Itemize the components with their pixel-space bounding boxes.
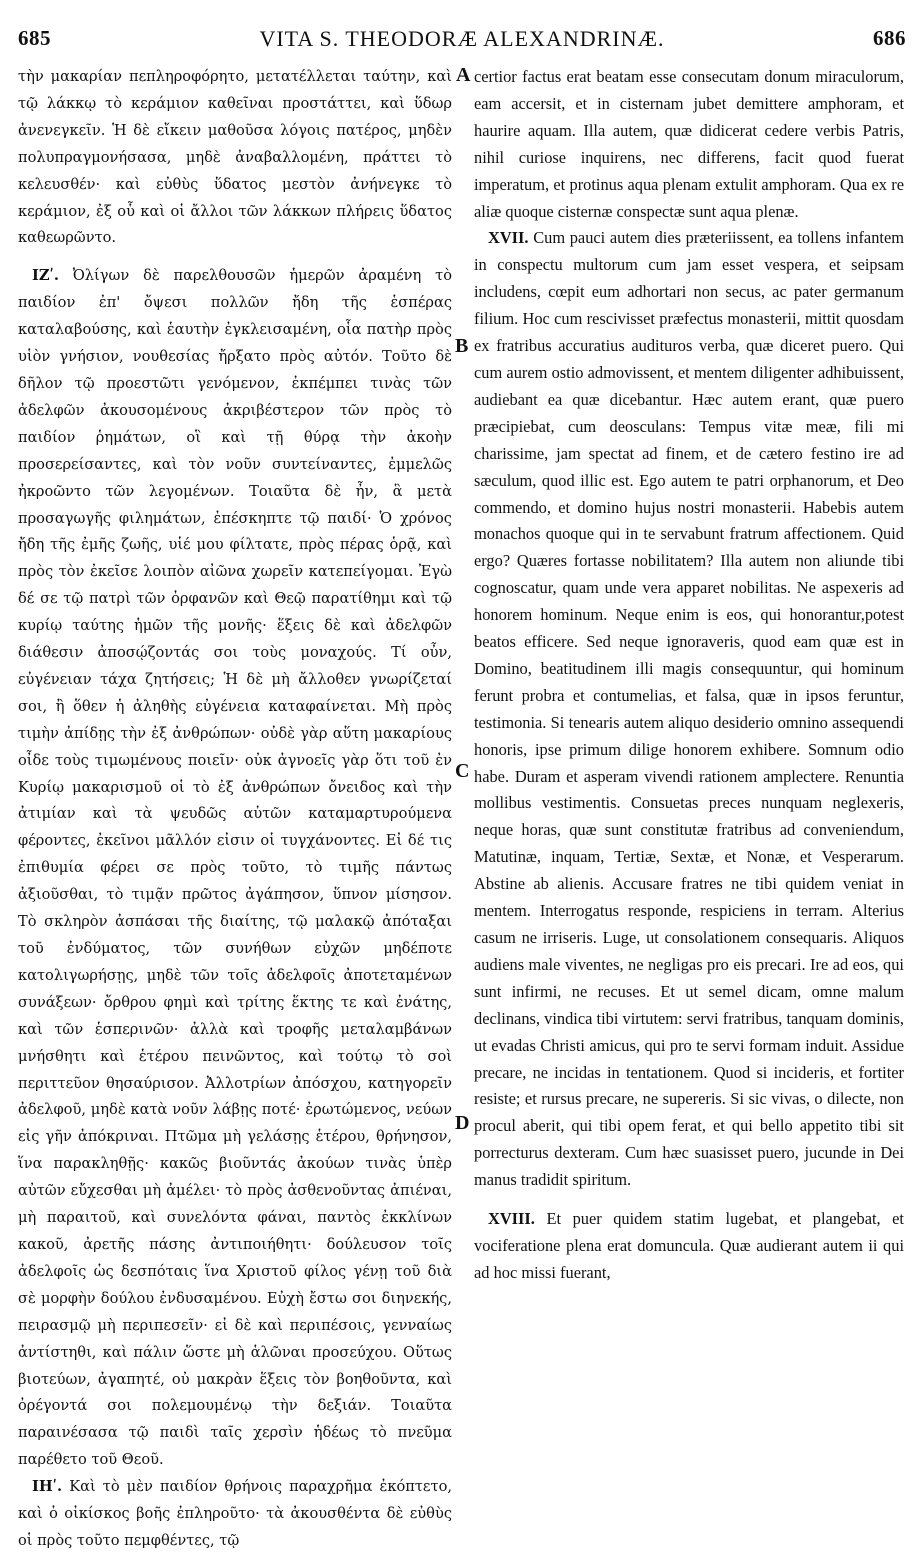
latin-section-18-number: XVIII. [488, 1209, 535, 1229]
greek-paragraph-1: τὴν μακαρίαν πεπληροφόρητο, μετατέλλεται ταύτην, καὶ τῷ λάκκῳ τὸ κεράμιον καθεῖναι προστάττει, καὶ ὕδωρ ἀνενεγκεῖν. Ἡ δὲ εἴκειν μαθοῦσα λόγοις πατέρος, μηδὲν πολυπραγμονήσασα, μηδὲ ἀναβαλλομένη, πράττει τὸ κελευσθέν· καὶ εὐθὺς ὕδατος μεστὸν ἀνήνεγκε τὸ κεράμιον, ἐξ οὗ καὶ οἱ ἄλλοι τῶν λάκκων πλήρεις ὕδατος καθεωρῶντο. [18, 68, 452, 247]
latin-section-18-text: Et puer quidem statim lugebat, et plangebat, et vociferatione plena erat domuncula. Quæ audierant autem ii qui ad hoc missi fuerant, [474, 1209, 904, 1282]
margin-letter-a: A [456, 64, 471, 86]
margin-letter-b: B [455, 335, 469, 357]
greek-section-18-text: Καὶ τὸ μὲν παιδίον θρήνοις παραχρῆμα ἐκόπτετο, καὶ ὁ οἰκίσκος βοῆς ἐπληροῦτο· τὰ ἀκουσθέντα δὲ εὐθὺς οἱ πρὸς τοῦτο πεμφθέντες, τῷ [18, 1478, 452, 1549]
page-number-left: 685 [18, 26, 51, 50]
page-header [18, 26, 906, 56]
latin-section-18 [474, 1206, 904, 1287]
greek-section-17 [18, 263, 452, 1474]
latin-column [474, 64, 904, 1287]
greek-column [18, 64, 452, 1555]
margin-letter-d: D [455, 1112, 470, 1134]
running-title: VITA S. THEODORÆ ALEXANDRINÆ. [259, 26, 665, 51]
latin-section-17 [474, 225, 904, 1194]
latin-section-17-text: Cum pauci autem dies præteriissent, ea tollens infantem in conspectu multorum cum jam esset vespera, et seipsam includens, cœpit eum adhortari non secus, ac pater germanum filium. Hoc cum rescivisset præfectus monasterii, mittit quosdam ex fratribus accuratius audituros verba, quæ diceret puero. Qui cum aurem ostio admovissent, et mentem diligenter adhibuissent, audiebant ea quæ dicebantur. Hæc autem erant, quæ puero præcipiebat, cum deosculans: Tempus vitæ meæ, fili mi charissime, jam spectat ad finem, et de cætero festino ire ad sæculum, quod illic est. Ego autem te patri orphanorum, et Deo commendo, et domino hujus nostri monasterii. Habebis autem monachos quoque qui in te servabunt fratrum affectionem. Quid ergo? Quæres fortasse nobilitatem? Illa autem non aliunde tibi cognoscatur, quam unde vera apparet nobilitas. Ne aspexeris ad honorem hominum. Neque enim is eos, qui honorantur,potest beatos efficere. Sed neque ignoraveris, quod eam quæ est in Domino, beatitudinem illi magis consequuntur, qui hominum ferunt probra et contumelias, et falsa, quæ in ipsos feruntur, testimonia. Si tenearis autem aliquo desiderio omnino assequendi honoris, ipse primum dilige honorem exhibere. Somnum odio habe. Duram et asperam vivendi rationem amplectere. Renuntia mollibus vestimentis. Consuetas preces nunquam neglexeris, neque horas, quæ sunt constitutæ fratribus ad conveniendum, Matutinæ, inquam, Tertiæ, Sextæ, et Nonæ, et Vesperarum. Abstine ab alienis. Accusare fratres ne tibi quidem veniat in mentem. Interrogatus responde, respiciens in terram. Alterius casum ne irriseris. Luge, ut consolationem consequaris. Aliquos audiens male viventes, ne negligas pro eis precari. Ire ad eos, qui sunt infirmi, ne recuses. Et ut semel dicam, omne malum declinans, vindica tibi virtutem: servi fratribus, tanquam dominis, ut evadas Christi amicus, qui pro te servi formam induit. Assidue precare, ne incidas in tentationem. Quod si incideris, et fortiter resiste; et rursus precare, ne supereris. Si sic vivas, o dilecte, non procul aberit, qui tibi opem ferat, et qui bello appetito tibi sit porrecturus dexteram. Cum hæc suasisset puero, jucunde in Dei manus tradidit spiritum. [474, 228, 904, 1190]
margin-letter-c: C [455, 760, 470, 782]
greek-section-18 [18, 1474, 452, 1555]
latin-paragraph-1: certior factus erat beatam esse consecutam donum miraculorum, eam accersit, et in cisternam jubet demittere amphoram, et haurire aquam. Illa autem, quæ didicerat cedere verbis Patris, nihil curiose inquirens, nec differens, facit quod fuerat imperatum, et protinus aqua plenam extulit amphoram. Qua ex re aliæ quoque cisternæ conspectæ sunt aqua plenæ. [474, 67, 904, 221]
greek-section-17-number: ΙΖʹ. [32, 267, 59, 285]
latin-section-17-number: XVII. [488, 228, 529, 248]
greek-section-18-number: ΙΗʹ. [32, 1478, 63, 1496]
greek-section-17-text: Ὀλίγων δὲ παρελθουσῶν ἡμερῶν ἀραμένη τὸ παιδίον ἐπ' ὄψεσι πολλῶν ἤδη τῆς ἑσπέρας καταλαβούσης, καὶ ἑαυτὴν ἐγκλεισαμένη, οἷα πατὴρ πρὸς υἱὸν γνήσιον, νουθεσίας ἤρξατο πρὸς αὐτόν. Τοῦτο δὲ δῆλον τῷ προεστῶτι γενόμενον, ἐκπέμπει τινὰς τῶν ἀδελφῶν ἀκουσομένους ἀκριβέστερον τῶν πρὸς τὸ παιδίον ῥημάτων, οἳ καὶ τῇ θύρᾳ τὴν ἀκοὴν προσερείσαντες, καὶ τὸν νοῦν συντείναντες, ἐμμελῶς ἠκροῶντο τῶν λεγομένων. Τοιαῦτα δὲ ἦν, ἃ μετὰ προσαγωγῆς φιλημάτων, ἐπέσκηπτε τῷ παιδί· Ὁ χρόνος ἤδη τῆς ἐμῆς ζωῆς, υἱέ μου φίλτατε, πρὸς πέρας ὁρᾷ, καὶ πρὸς τὸν ἐκεῖσε λοιπὸν αἰῶνα χωρεῖν κατεπείγομαι. Ἐγὼ δέ σε τῷ πατρὶ τῶν ὀρφανῶν καὶ Θεῷ παρατίθημι καὶ τῷ κυρίῳ ταύτης ἡμῶν τῆς μονῆς· ἕξεις δὲ καὶ ἀδελφῶν διάθεσιν ἀποσῴζοντάς σοι τοὺς μοναχούς. Τί οὖν, εὐγένειαν τάχα ζητήσεις; Ἡ δὲ μὴ ἄλλοθεν γνωρίζεταί σοι, ἢ ὅθεν ἡ ἀληθὴς εὐγένεια καταφαίνεται. Μὴ πρὸς τιμὴν ἀπίδῃς τὴν ἐξ ἀνθρώπων· οὐδὲ γὰρ αὕτη μακαρίους οἶδε τοὺς τιμωμένους ποιεῖν· οὐκ ἀγνοεῖς γὰρ ὅτι τοῦ ἐν Κυρίῳ μακαρισμοῦ οἱ τὸ ἐξ ἀνθρώπων ὄνειδος καὶ τὴν ἀτιμίαν καὶ τὰ ψευδῶς αὐτῶν καταμαρτυρούμενα φέροντες, ἐκεῖνοι μᾶλλόν εἰσιν οἱ τυγχάνοντες. Εἰ δέ τις ἐπιθυμία φέρει σε πρὸς τοῦτο, τὸ τιμῆς πάντως ἀξιοῦσθαι, τὸ τιμᾷν πρῶτος ἀγάπησον, ὕπνον μίσησον. Τὸ σκληρὸν ἀσπάσαι τῆς διαίτης, τῷ μαλακῷ ἀπόταξαι τοῦ ἐνδύματος, τῶν συνήθων εὐχῶν μηδέποτε κατολιγωρήσῃς, μηδὲ τῶν τοῖς ἀδελφοῖς ἀποτεταμένων συνάξεων· ὄρθρου φημὶ καὶ τρίτης ἕκτης τε καὶ ἐνάτης, καὶ τῶν ἑσπερινῶν· ἀλλὰ καὶ τροφῆς μεταλαμβάνων μνήσθητι καὶ ἑτέρου πεινῶντος, καὶ τούτῳ τὸ σοὶ περιττεῦον θησαύρισον. Ἀλλοτρίων ἀπόσχου, κατηγορεῖν ἀδελφοῦ, μηδὲ κατὰ νοῦν λάβῃς ποτέ· ἐρωτώμενος, νεύων εἰς γῆν ἀπόκριναι. Πτῶμα μὴ γελάσῃς ἑτέρου, θρήνησον, ἵνα παρακληθῇς· κακῶς βιοῦντάς ἀκούων τινὰς ὑπὲρ αὐτῶν εὔχεσθαι μὴ ἀμέλει· τὸ πρὸς ἀσθενοῦντας ἀπιέναι, μὴ παραιτοῦ, καὶ συνελόντα φάναι, παντὸς ἐκκλίνων κακοῦ, ἀρετῆς πάσης ἀντιποιήθητι· δούλευσον τοῖς ἀδελφοῖς ὡς δεσπόταις ἵνα Χριστοῦ φίλος γένῃ τοῦ διὰ σὲ μορφὴν δούλου ἐνδυσαμένου. Εὐχὴ ἔστω σοι διηνεκής, πειρασμῷ μὴ περιπεσεῖν· εἰ δὲ καὶ περιπέσοις, γενναίως ἀντίστηθι, καὶ πάλιν ὥστε μὴ ἁλῶναι προσεύχου. Οὕτως βιοτεύων, ἀγαπητέ, οὐ μακρὰν ἕξεις τὸν βοηθοῦντα, καὶ ὀρέγοντά σοι πολεμουμένῳ τὴν δεξιάν. Τοιαῦτα παραινέσασα τῷ παιδὶ ταῖς χερσὶν ἡδέως τὸ πνεῦμα παρέθετο τοῦ Θεοῦ. [18, 267, 452, 1469]
page-number-right: 686 [873, 26, 906, 50]
